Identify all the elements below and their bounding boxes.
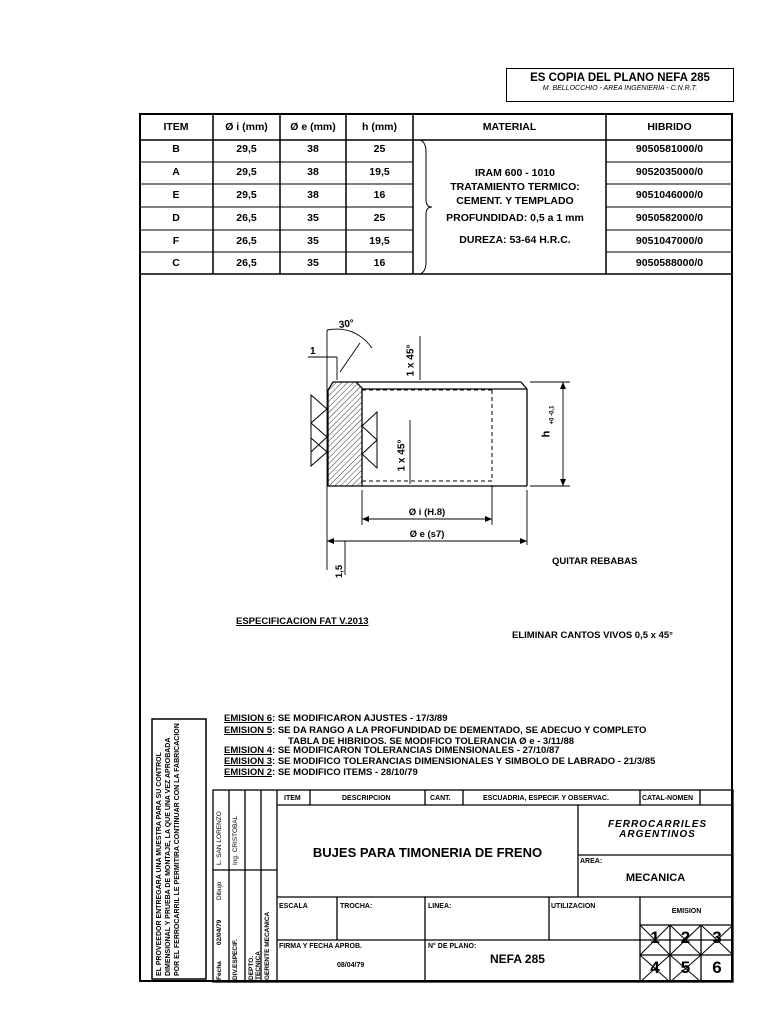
col-header-hibrido: HIBRIDO [647,121,692,133]
escala-label: ESCALA [279,903,308,910]
col-header-material: MATERIAL [482,121,537,133]
tb-col-escuadria: ESCUADRIA, ESPECIF. Y OBSERVAC. [483,795,609,802]
cell-de: 38 [307,189,319,201]
quitar-rebabas: QUITAR REBABAS [552,556,638,567]
nro-plano-label: N° DE PLANO: [428,943,477,950]
cell-di: 29,5 [236,166,257,178]
cell-h: 25 [373,212,386,224]
provider-note: EL PROVEEDOR ENTREGARA UNA MUESTRA PARA SU CONTROL DIMENSIONAL Y PRUEBA DE MONTAJE, LA QUE UNA VEZ APROBADA POR EL FERROCARRIL LE PERMITIRA CONTINUAR CON LA FABRICACION [156,723,181,976]
emission-6: EMISION 6: SE MODIFICARON AJUSTES - 17/3/89 [224,713,448,724]
role-fecha: Fecha [216,961,223,980]
tb-col-item: ITEM [284,795,301,802]
cell-hibrido: 9051047000/0 [635,235,704,247]
spec-note: ESPECIFICACION FAT V.2013 [236,616,369,627]
col-header-h: h (mm) [362,121,397,133]
cell-h: 19,5 [369,166,390,178]
cell-h: 16 [373,257,386,269]
cell-di: 26,5 [236,212,257,224]
outer-diameter-label: Ø e (s7) [409,529,445,540]
cell-hibrido: 9051046000/0 [635,189,704,201]
emision-label: EMISION [671,908,702,915]
cell-h: 16 [373,189,386,201]
tb-dibujo: Dibujo [216,881,223,900]
cell-hibrido: 9050588000/0 [635,257,704,269]
material-depth: PROFUNDIDAD: 0,5 a 1 mm [446,212,584,224]
material-treatment: TRATAMIENTO TERMICO: [450,181,580,193]
cell-de: 35 [307,212,319,224]
col-header-de: Ø e (mm) [290,121,336,133]
tb-name-1: L. SAN LORENZO [216,811,223,865]
emision-number-4: 4 [650,958,660,977]
cell-hibrido: 9050582000/0 [635,212,704,224]
firma-date: 08/04/79 [337,962,365,969]
roughness-label: 1,5 [334,564,346,579]
cell-de: 35 [307,257,319,269]
angle-label: 30° [338,318,355,331]
material-grade: IRAM 600 - 1010 [475,167,555,179]
inner-diameter-label: Ø i (H.8) [408,507,446,518]
linea-label: LINEA: [428,903,452,910]
cell-h: 19,5 [369,235,390,247]
firma-label: FIRMA Y FECHA APROB. [279,943,362,950]
role-div-especif: DIV.ESPECIF. [232,939,239,980]
tb-date: 02/04/79 [216,919,223,945]
col-header-di: Ø i (mm) [225,121,268,133]
emision-number-2: 2 [680,928,691,947]
material-cement: CEMENT. Y TEMPLADO [456,195,574,207]
cell-item: F [172,235,180,247]
emision-number-1: 1 [650,928,660,947]
emission-3: EMISION 3: SE MODIFICO TOLERANCIAS DIMENSIONALES Y SIMBOLO DE LABRADO - 21/3/85 [224,756,656,767]
role-gerente-mecanica: GERENTE MECANICA [264,911,271,980]
cell-de: 38 [307,143,319,155]
cell-h: 25 [373,143,386,155]
cantos-note: ELIMINAR CANTOS VIVOS 0,5 x 45° [512,630,673,641]
emission-5: EMISION 5: SE DA RANGO A LA PROFUNDIDAD DE DEMENTADO, SE ADECUO Y COMPLETO [224,725,647,736]
copy-title: ES COPIA DEL PLANO NEFA 285 [530,72,710,84]
role-depto-tecnica: DEPTO. TECNICA [248,951,262,980]
cell-item: D [172,212,180,224]
cell-di: 26,5 [236,235,257,247]
plano-number: NEFA 285 [490,952,545,966]
tb-col-catal: CATAL-NOMEN [642,795,694,802]
emision-number-3: 3 [712,928,722,947]
height-label: h [540,430,553,438]
chamfer-top-label: 1 x 45° [405,344,417,377]
emission-5-cont: TABLA DE HIBRIDOS. SE MODIFICO TOLERANCIA Ø e - 3/11/88 [288,736,575,747]
area-value: MECANICA [625,872,686,884]
utilizacion-label: UTILIZACION [551,903,596,910]
height-tolerance: +0 -0,1 [549,405,556,425]
emision-number-5: 5 [680,958,691,977]
cell-item: A [172,166,180,178]
material-hardness: DUREZA: 53-64 H.R.C. [459,234,571,246]
drawing-title: BUJES PARA TIMONERIA DE FRENO [312,845,543,860]
chamfer-inner-label: 1 x 45° [396,439,408,472]
emission-2: EMISION 2: SE MODIFICO ITEMS - 28/10/79 [224,767,418,778]
cell-di: 26,5 [236,257,257,269]
cell-item: E [172,189,180,201]
area-label: AREA: [580,858,603,865]
emision-number-6: 6 [712,958,722,977]
cell-hibrido: 9050581000/0 [635,143,704,155]
col-header-item: ITEM [163,121,189,133]
copy-subtitle: M. BELLOCCHIO - AREA INGENIERIA - C.N.R.T. [542,85,698,92]
tb-col-cant: CANT. [430,795,451,802]
cell-de: 35 [307,235,319,247]
trocha-label: TROCHA: [340,903,373,910]
cell-item: C [172,257,180,269]
cell-de: 38 [307,166,319,178]
emission-4: EMISION 4: SE MODIFICARON TOLERANCIAS DIMENSIONALES - 27/10/87 [224,745,560,756]
logo-line-2: ARGENTINOS [619,829,696,840]
tb-name-2: Ing. CRISTOBAL [232,815,239,865]
tb-col-desc: DESCRIPCION [342,795,391,802]
cell-di: 29,5 [236,143,257,155]
cell-hibrido: 9052035000/0 [635,166,704,178]
cell-di: 29,5 [236,189,257,201]
cell-item: B [172,143,180,155]
dim-1-label: 1 [310,346,316,357]
logo-line-1: FERROCARRILES [607,819,708,830]
